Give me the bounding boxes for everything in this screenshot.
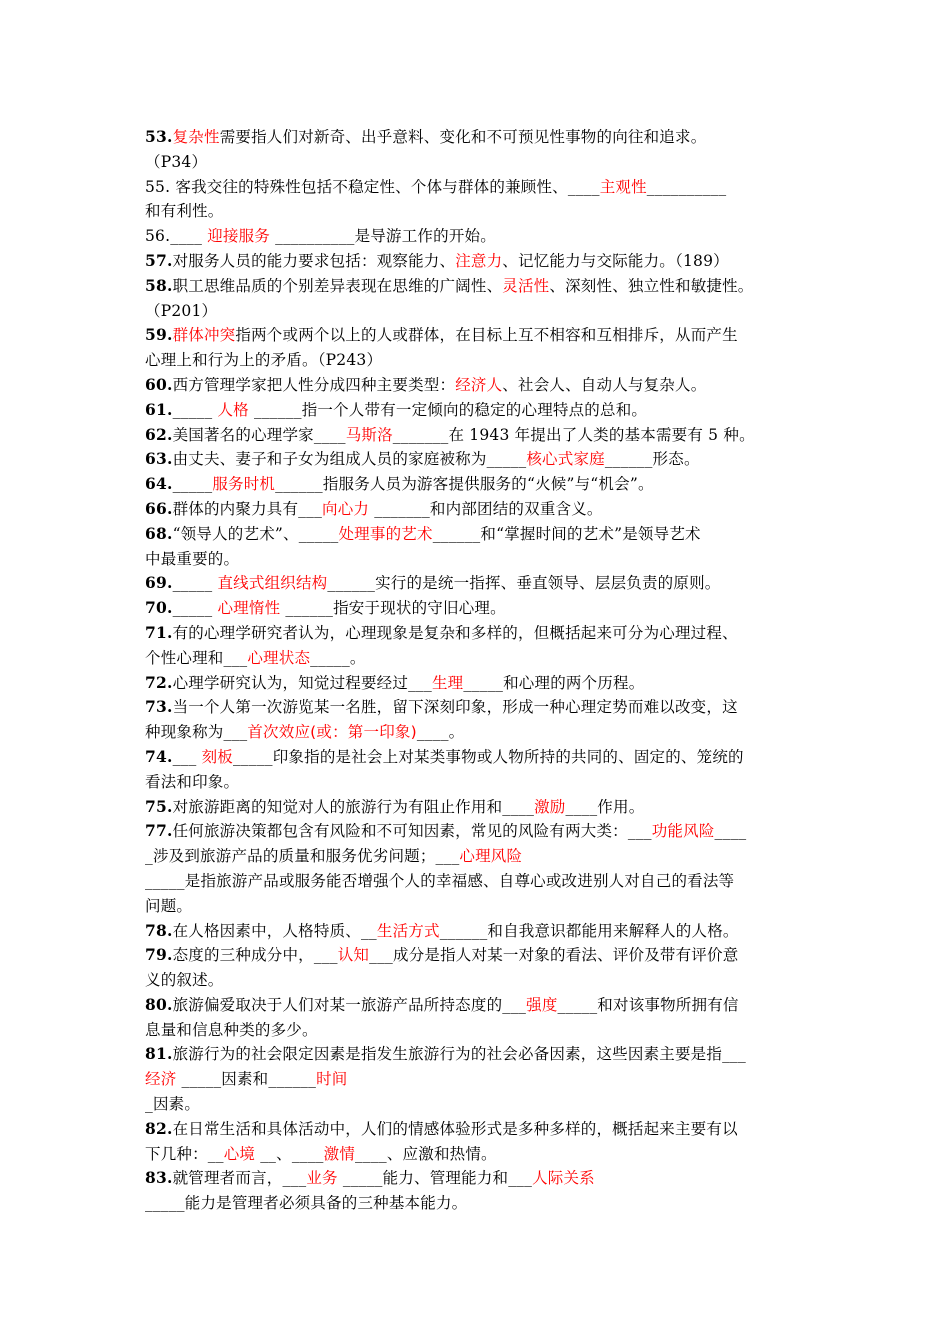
question-text: 下几种：__ xyxy=(145,1144,224,1163)
text-line xyxy=(145,1142,815,1167)
answer-text: 核心式家庭 xyxy=(526,450,605,469)
text-line xyxy=(145,150,815,175)
text-line xyxy=(145,224,815,249)
text-line xyxy=(145,671,815,696)
question-text: 指两个或两个以上的人或群体，在目标上互不相容和互相排斥，从而产生 xyxy=(235,326,738,345)
question-number: 58. xyxy=(145,275,173,295)
question-text: __、____ xyxy=(255,1144,324,1163)
question-text: 义的叙述。 xyxy=(145,971,224,990)
question-number: 66. xyxy=(145,498,173,518)
question-text: _____能力、管理能力和___ xyxy=(337,1169,533,1188)
answer-text: 经济 xyxy=(145,1070,177,1089)
question-text: 旅游偏爱取决于人们对某一旅游产品所持态度的___ xyxy=(172,995,527,1014)
question-text: ____、应激和热情。 xyxy=(355,1144,497,1163)
question-text: _______在 1943 年提出了人类的基本需要有 5 种。 xyxy=(392,425,755,444)
answer-text: 人格 xyxy=(217,400,249,419)
question-text: 在人格因素中，人格特质、__ xyxy=(172,921,377,940)
question-number: 81. xyxy=(145,1044,173,1064)
answer-text: 强度 xyxy=(526,995,558,1014)
text-line xyxy=(145,1042,815,1067)
question-number: 80. xyxy=(145,994,173,1014)
answer-text: 刻板 xyxy=(201,747,233,766)
question-text: _____ xyxy=(172,599,218,618)
text-line xyxy=(145,1166,815,1191)
question-text: _____和心理的两个历程。 xyxy=(463,673,645,692)
text-line xyxy=(145,1191,815,1216)
question-text: ______形态。 xyxy=(604,450,700,469)
answer-text: 注意力 xyxy=(455,251,503,270)
text-line xyxy=(145,943,815,968)
answer-text: 复杂性 xyxy=(172,128,220,146)
text-line xyxy=(145,125,815,150)
answer-text: 认知 xyxy=(337,946,370,965)
text-line xyxy=(145,919,815,944)
answer-text: 心境 xyxy=(223,1144,256,1163)
answer-text: 处理事的艺术 xyxy=(338,524,433,543)
text-line xyxy=(145,398,815,423)
text-line xyxy=(145,968,815,993)
question-text: 种现象称为___ xyxy=(145,723,248,742)
question-text: 和有利性。 xyxy=(145,202,224,221)
question-text: _____是指旅游产品或服务能否增强个人的幸福感、自尊心或改进别人对自己的看法等 xyxy=(145,871,735,890)
question-number: 72. xyxy=(145,672,173,692)
question-text: 个性心理和___ xyxy=(145,648,248,667)
text-line xyxy=(145,596,815,621)
question-text: 、社会人、自动人与复杂人。 xyxy=(502,375,707,394)
text-line xyxy=(145,844,815,869)
text-line xyxy=(145,175,815,200)
answer-text: 马斯洛 xyxy=(345,425,393,444)
text-line xyxy=(145,571,815,596)
answer-text: 主观性 xyxy=(599,177,647,196)
question-text: 心理上和行为上的矛盾。（P243） xyxy=(145,351,383,370)
question-text: 看法和印象。 xyxy=(145,772,240,791)
question-text: 就管理者而言，___ xyxy=(172,1169,307,1188)
question-number: 69. xyxy=(145,573,173,593)
question-number: 74. xyxy=(145,746,173,766)
text-line xyxy=(145,894,815,919)
question-text: 有的心理学研究者认为，心理现象是复杂和多样的，但概括起来可分为心理过程、 xyxy=(172,623,738,642)
question-text: _____印象指的是社会上对某类事物或人物所持的共同的、固定的、笼统的 xyxy=(232,747,744,766)
question-text: ___成分是指人对某一对象的看法、评价及带有评价意 xyxy=(369,946,739,965)
text-line xyxy=(145,621,815,646)
text-line xyxy=(145,646,815,671)
text-line xyxy=(145,1067,815,1092)
question-text: ___ xyxy=(172,747,202,766)
text-line xyxy=(145,1117,815,1142)
question-text: 对服务人员的能力要求包括：观察能力、 xyxy=(172,251,456,270)
question-text: ____ xyxy=(714,822,747,841)
answer-text: 经济人 xyxy=(455,375,503,394)
answer-text: 群体冲突 xyxy=(172,326,236,345)
question-text: 西方管理学家把人性分成四种主要类型： xyxy=(172,375,456,394)
text-line xyxy=(145,472,815,497)
question-text: ______和自我意识都能用来解释人的人格。 xyxy=(439,921,739,940)
text-line xyxy=(145,547,815,572)
question-text: 当一个人第一次游览某一名胜，留下深刻印象，形成一种心理定势而难以改变，这 xyxy=(172,698,738,717)
answer-text: 业务 xyxy=(306,1169,338,1188)
question-number: 83. xyxy=(145,1168,173,1188)
text-line xyxy=(145,249,815,274)
question-number: 73. xyxy=(145,697,173,717)
question-number: 62. xyxy=(145,424,173,444)
question-text: 息量和信息种类的多少。 xyxy=(145,1020,318,1039)
text-line xyxy=(145,299,815,324)
text-line xyxy=(145,993,815,1018)
text-line xyxy=(145,695,815,720)
question-text: （P201） xyxy=(145,301,218,320)
answer-text: 首次效应(或：第一印象) xyxy=(247,723,417,742)
question-text: ______指安于现状的守旧心理。 xyxy=(280,599,506,618)
question-text: _____和对该事物所拥有信 xyxy=(557,995,739,1014)
question-text: 、深刻性、独立性和敏捷性。 xyxy=(549,276,754,295)
question-text: 56.____ xyxy=(145,227,208,246)
question-number: 71. xyxy=(145,622,173,642)
text-line xyxy=(145,869,815,894)
answer-text: 灵活性 xyxy=(502,276,550,295)
answer-text: 人际关系 xyxy=(532,1169,595,1188)
question-number: 68. xyxy=(145,523,173,543)
answer-text: 生活方式 xyxy=(376,921,440,940)
question-text: __________ xyxy=(646,177,727,196)
answer-text: 迎接服务 xyxy=(207,227,270,246)
question-text: 在日常生活和具体活动中，人们的情感体验形式是多种多样的，概括起来主要有以 xyxy=(172,1119,738,1138)
question-text: （P34） xyxy=(145,152,208,171)
question-number: 64. xyxy=(145,474,173,494)
question-number: 75. xyxy=(145,796,173,816)
question-text: 由丈夫、妻子和子女为组成人员的家庭被称为_____ xyxy=(172,450,527,469)
answer-text: 时间 xyxy=(316,1070,348,1089)
question-text: _因素。 xyxy=(145,1095,201,1114)
answer-text: 生理 xyxy=(431,673,464,692)
question-text: ______实行的是统一指挥、垂直领导、层层负责的原则。 xyxy=(327,574,721,593)
question-number: 61. xyxy=(145,399,173,419)
question-text: “领导人的艺术”、_____ xyxy=(172,524,339,543)
question-number: 63. xyxy=(145,449,173,469)
text-line xyxy=(145,1092,815,1117)
answer-text: 功能风险 xyxy=(651,822,715,841)
question-text: 任何旅游决策都包含有风险和不可知因素，常见的风险有两大类：___ xyxy=(172,822,652,841)
question-number: 59. xyxy=(145,325,173,345)
question-text: 态度的三种成分中，___ xyxy=(172,946,338,965)
question-text: _____能力是管理者必须具备的三种基本能力。 xyxy=(145,1194,468,1213)
question-text: ______指服务人员为游客提供服务的“火候”与“机会”。 xyxy=(275,475,654,494)
question-text: 群体的内聚力具有___ xyxy=(172,499,323,518)
question-text: 心理学研究认为，知觉过程要经过___ xyxy=(172,673,432,692)
answer-text: 激情 xyxy=(323,1144,356,1163)
text-line xyxy=(145,348,815,373)
question-text: _______和内部团结的双重含义。 xyxy=(369,499,603,518)
question-number: 60. xyxy=(145,374,173,394)
question-text: ______和“掌握时间的艺术”是领导艺术 xyxy=(432,524,701,543)
question-text: 美国著名的心理学家____ xyxy=(172,425,346,444)
question-text: ____作用。 xyxy=(565,797,645,816)
question-number: 77. xyxy=(145,821,173,841)
question-text: 旅游行为的社会限定因素是指发生旅游行为的社会必备因素，这些因素主要是指___ xyxy=(172,1045,746,1064)
text-line xyxy=(145,720,815,745)
question-text: ______指一个人带有一定倾向的稳定的心理特点的总和。 xyxy=(248,400,648,419)
answer-text: 向心力 xyxy=(322,499,370,518)
question-number: 53. xyxy=(145,127,173,146)
question-text: ____。 xyxy=(416,723,465,742)
question-text: 中最重要的。 xyxy=(145,549,240,568)
text-line xyxy=(145,423,815,448)
question-text: _____ xyxy=(172,574,218,593)
answer-text: 直线式组织结构 xyxy=(217,574,328,593)
question-text: 问题。 xyxy=(145,896,193,915)
question-number: 78. xyxy=(145,920,173,940)
question-text: 、记忆能力与交际能力。（189） xyxy=(502,251,729,270)
text-line xyxy=(145,770,815,795)
question-number: 79. xyxy=(145,945,173,965)
text-line xyxy=(145,199,815,224)
text-line xyxy=(145,1018,815,1043)
text-line xyxy=(145,795,815,820)
question-number: 82. xyxy=(145,1118,173,1138)
answer-text: 心理状态 xyxy=(247,648,311,667)
question-text: 需要指人们对新奇、出乎意料、变化和不可预见性事物的向往和追求。 xyxy=(219,128,707,146)
question-text: _____ xyxy=(172,475,213,494)
question-text: _涉及到旅游产品的质量和服务优劣问题；___ xyxy=(145,847,460,866)
question-number: 70. xyxy=(145,598,173,618)
question-text: 55. 客我交往的特殊性包括不稳定性、个体与群体的兼顾性、____ xyxy=(145,177,600,196)
answer-text: 心理惰性 xyxy=(217,599,281,618)
question-text: _____ xyxy=(172,400,218,419)
question-text: _____。 xyxy=(310,648,366,667)
question-text: 职工思维品质的个别差异表现在思维的广阔性、 xyxy=(172,276,503,295)
text-line xyxy=(145,447,815,472)
text-line xyxy=(145,274,815,299)
text-line xyxy=(145,323,815,348)
text-line xyxy=(145,497,815,522)
question-text: 对旅游距离的知觉对人的旅游行为有阻止作用和____ xyxy=(172,797,535,816)
text-line xyxy=(145,373,815,398)
question-text: __________是导游工作的开始。 xyxy=(270,227,496,246)
question-number: 57. xyxy=(145,250,173,270)
text-line xyxy=(145,819,815,844)
document-body xyxy=(145,125,815,1216)
text-line xyxy=(145,522,815,547)
answer-text: 心理风险 xyxy=(459,847,523,866)
answer-text: 服务时机 xyxy=(212,475,276,494)
question-text: _____因素和______ xyxy=(176,1070,317,1089)
answer-text: 激励 xyxy=(534,797,566,816)
text-line xyxy=(145,745,815,770)
